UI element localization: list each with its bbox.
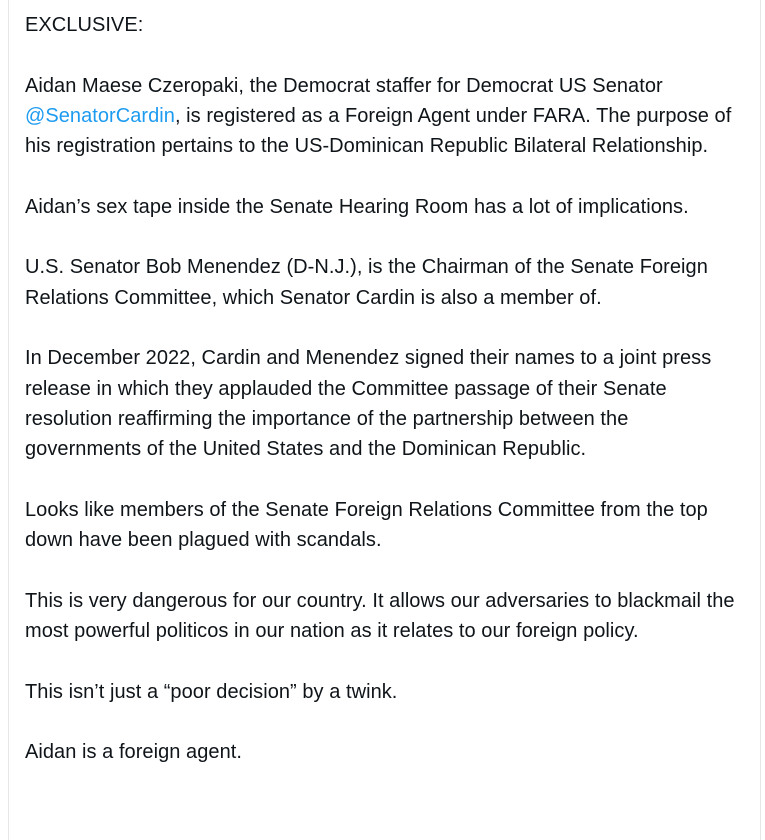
post-paragraph-3: U.S. Senator Bob Menendez (D-N.J.), is the Chairman of the Senate Foreign Relations Committee, which Senator Cardin is also a member of. (25, 256, 708, 309)
paragraph-spacer (25, 707, 750, 737)
paragraph-1-rest: , is registered as a Foreign Agent under FARA. The purpose of his registration pertains to the US-Dominican Republic Bilateral Relationship. (25, 104, 732, 158)
paragraph-spacer (25, 222, 750, 252)
post-paragraph-1 (25, 71, 750, 162)
post-paragraph-8: Aidan is a foreign agent. (25, 741, 242, 764)
senator-cardin-mention-link[interactable]: @SenatorCardin (25, 104, 175, 127)
post-paragraph-5: Looks like members of the Senate Foreign Relations Committee from the top down have been plagued with scandals. (25, 498, 708, 552)
paragraph-spacer (25, 646, 750, 676)
post-card (8, 0, 761, 840)
paragraph-spacer (25, 464, 750, 494)
paragraph-spacer (25, 40, 750, 70)
post-paragraph-4: In December 2022, Cardin and Menendez signed their names to a joint press release in which they applauded the Committee passage of their Senate resolution reaffirming the importance of the partnership between the governments of the United States and the Dominican Republic. (25, 347, 712, 461)
post-paragraph-2: Aidan’s sex tape inside the Senate Hearing Room has a lot of implications. (25, 195, 689, 218)
post-heading: EXCLUSIVE: (25, 14, 144, 36)
paragraph-spacer (25, 161, 750, 191)
post-paragraph-6: This is very dangerous for our country. It allows our adversaries to blackmail the most powerful politicos in our nation as it relates to our foreign policy. (25, 589, 735, 642)
post-text (25, 10, 750, 767)
paragraph-spacer (25, 555, 750, 585)
paragraph-1-lead: Aidan Maese Czeropaki, the Democrat staffer for Democrat US Senator (25, 74, 663, 97)
post-paragraph-7: This isn’t just a “poor decision” by a twink. (25, 680, 398, 703)
paragraph-spacer (25, 313, 750, 343)
